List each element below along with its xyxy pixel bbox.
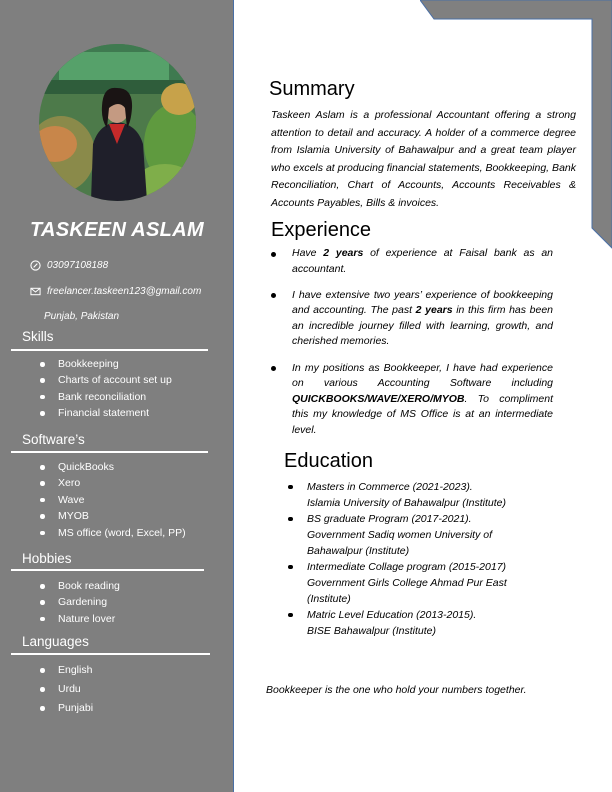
- closing-quote: Bookkeeper is the one who hold your numbers together.: [266, 684, 527, 696]
- list-item: Masters in Commerce (2021-2023). Islamia University of Bahawalpur (Institute): [287, 479, 547, 511]
- skills-list: [40, 356, 172, 422]
- languages-divider: [11, 653, 210, 655]
- list-item: Gardening: [40, 594, 120, 610]
- list-item: Xero: [40, 475, 186, 491]
- location-text: Punjab, Pakistan: [44, 311, 120, 322]
- list-item: BS graduate Program (2017-2021). Government Sadiq women University of Bahawalpur (Institute): [287, 511, 547, 559]
- list-item: Urdu: [40, 680, 93, 699]
- list-item: I have extensive two years’ experience of bookkeeping and accounting. The past 2 years in this firm has been an incredible journey filled with learning, growth, and cherished memories.: [271, 288, 553, 350]
- summary-text: Taskeen Aslam is a professional Accountant offering a strong attention to detail and accuracy. A holder of a commerce degree from Islamia University of Bahawalpur and a great team player who excels at producing financial statements, Bookkeeping, Bank Reconciliation, Chart of Accounts, Accounts Receivables & Accounts Payables, Bills & invoices.: [271, 109, 576, 209]
- list-item: Charts of account set up: [40, 372, 172, 388]
- list-item: MYOB: [40, 508, 186, 524]
- location-row: [44, 311, 119, 322]
- list-item: Financial statement: [40, 405, 172, 421]
- software-divider: [11, 451, 208, 453]
- list-item: QuickBooks: [40, 459, 186, 475]
- software-list: [40, 459, 186, 541]
- education-list: [287, 479, 547, 639]
- list-item: Matric Level Education (2013-2015). BISE Bahawalpur (Institute): [287, 607, 547, 639]
- list-item: Book reading: [40, 578, 120, 594]
- list-item: Bank reconciliation: [40, 389, 172, 405]
- hobbies-list: [40, 578, 120, 627]
- languages-list: [40, 661, 93, 718]
- summary-heading: Summary: [269, 78, 355, 100]
- sidebar: [0, 0, 234, 792]
- candidate-name: TASKEEN ASLAM: [30, 219, 204, 241]
- list-item: Wave: [40, 492, 186, 508]
- phone-icon: [30, 260, 41, 271]
- email-row: [30, 286, 201, 297]
- list-item: Bookkeeping: [40, 356, 172, 372]
- list-item: In my positions as Bookkeeper, I have had experience on various Accounting Software including QUICKBOOKS/WAVE/XERO/MYOB. To compliment this my knowledge of MS Office is at an intermediate level.: [271, 361, 553, 439]
- list-item: MS office (word, Excel, PP): [40, 525, 186, 541]
- software-heading: Software’s: [22, 432, 85, 447]
- list-item: Punjabi: [40, 699, 93, 718]
- hobbies-heading: Hobbies: [22, 551, 72, 566]
- hobbies-divider: [11, 569, 204, 571]
- skills-divider: [11, 349, 208, 351]
- profile-photo: [39, 44, 196, 201]
- experience-heading: Experience: [271, 219, 372, 241]
- list-item: Have 2 years of experience at Faisal bank as an accountant.: [271, 246, 553, 277]
- list-item: Nature lover: [40, 611, 120, 627]
- languages-heading: Languages: [22, 634, 89, 649]
- phone-row: [30, 260, 108, 271]
- skills-heading: Skills: [22, 329, 54, 344]
- phone-number: 03097108188: [47, 260, 109, 271]
- list-item: English: [40, 661, 93, 680]
- experience-list: [271, 246, 553, 449]
- email-address[interactable]: freelancer.taskeen123@gmail.com: [47, 286, 202, 297]
- list-item: Intermediate Collage program (2015-2017) Government Girls College Ahmad Pur East (Institute): [287, 559, 547, 607]
- education-heading: Education: [284, 450, 373, 472]
- envelope-icon: [30, 286, 41, 297]
